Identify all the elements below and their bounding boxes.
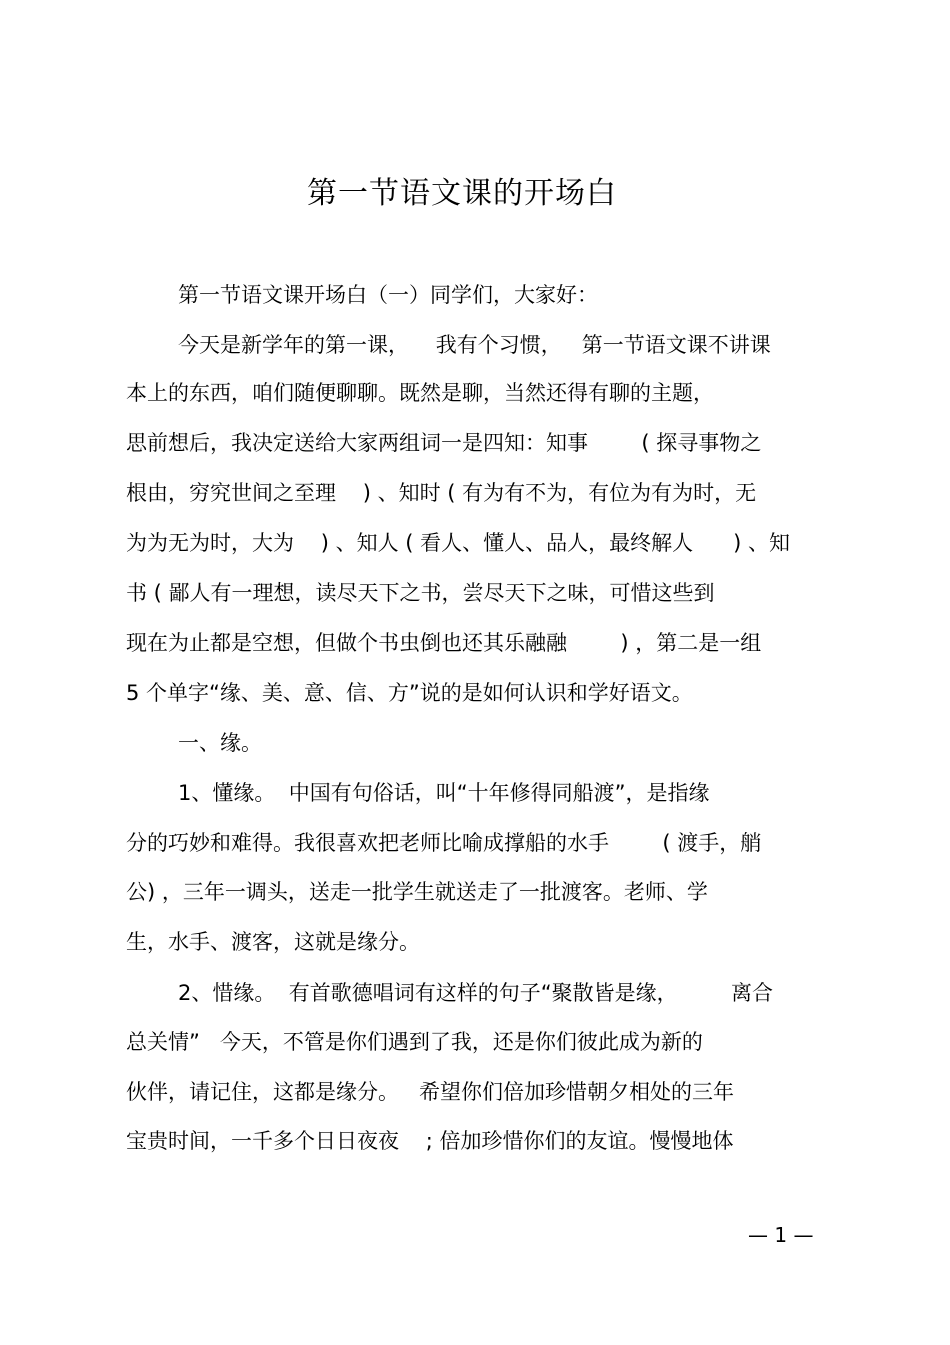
text-line: 现在为止都是空想，但做个书虫倒也还其乐融融 ) ，第二是一组 (126, 631, 762, 655)
text-line: 分的巧妙和难得。我很喜欢把老师比喻成撑船的水手 ( 渡手，艄 (126, 831, 762, 855)
text-line: 总关情” 今天，不管是你们遇到了我，还是你们彼此成为新的 (126, 1030, 703, 1054)
text-line: 本上的东西，咱们随便聊聊。既然是聊，当然还得有聊的主题， (126, 381, 714, 405)
section-heading: 一、缘。 (178, 731, 262, 755)
text-line: 生，水手、渡客，这就是缘分。 (126, 930, 420, 954)
text-line: 5 个单字“缘、美、意、信、方”说的是如何认识和学好语文。 (126, 681, 693, 705)
text-line: 伙伴，请记住，这都是缘分。 希望你们倍加珍惜朝夕相处的三年 (126, 1080, 735, 1104)
text-line: 第一节语文课开场白（一）同学们，大家好： (178, 283, 598, 307)
text-line: 为为无为时，大为 ) 、知人 ( 看人、懂人、品人，最终解人 ) 、知 (126, 531, 791, 555)
text-line: 今天是新学年的第一课， 我有个习惯， 第一节语文课不讲课 (178, 333, 771, 357)
page-number: — 1 — (748, 1223, 814, 1247)
text-line: 书 ( 鄙人有一理想，读尽天下之书，尝尽天下之味，可惜这些到 (126, 581, 715, 605)
text-line: 2、惜缘。 有首歌德唱词有这样的句子“聚散皆是缘， 离合 (178, 981, 773, 1005)
text-line: 根由，穷究世间之至理 ) 、知时 ( 有为有不为，有位为有为时，无 (126, 481, 757, 505)
text-line: 1、懂缘。 中国有句俗话，叫“十年修得同船渡”，是指缘 (178, 781, 710, 805)
text-line: 宝贵时间，一千多个日日夜夜 ; 倍加珍惜你们的友谊。慢慢地体 (126, 1129, 734, 1153)
text-line: 思前想后，我决定送给大家两组词一是四知：知事 ( 探寻事物之 (126, 431, 762, 455)
document-title: 第一节语文课的开场白 (307, 176, 617, 211)
text-line: 公) ，三年一调头，送走一批学生就送走了一批渡客。老师、学 (126, 880, 708, 904)
